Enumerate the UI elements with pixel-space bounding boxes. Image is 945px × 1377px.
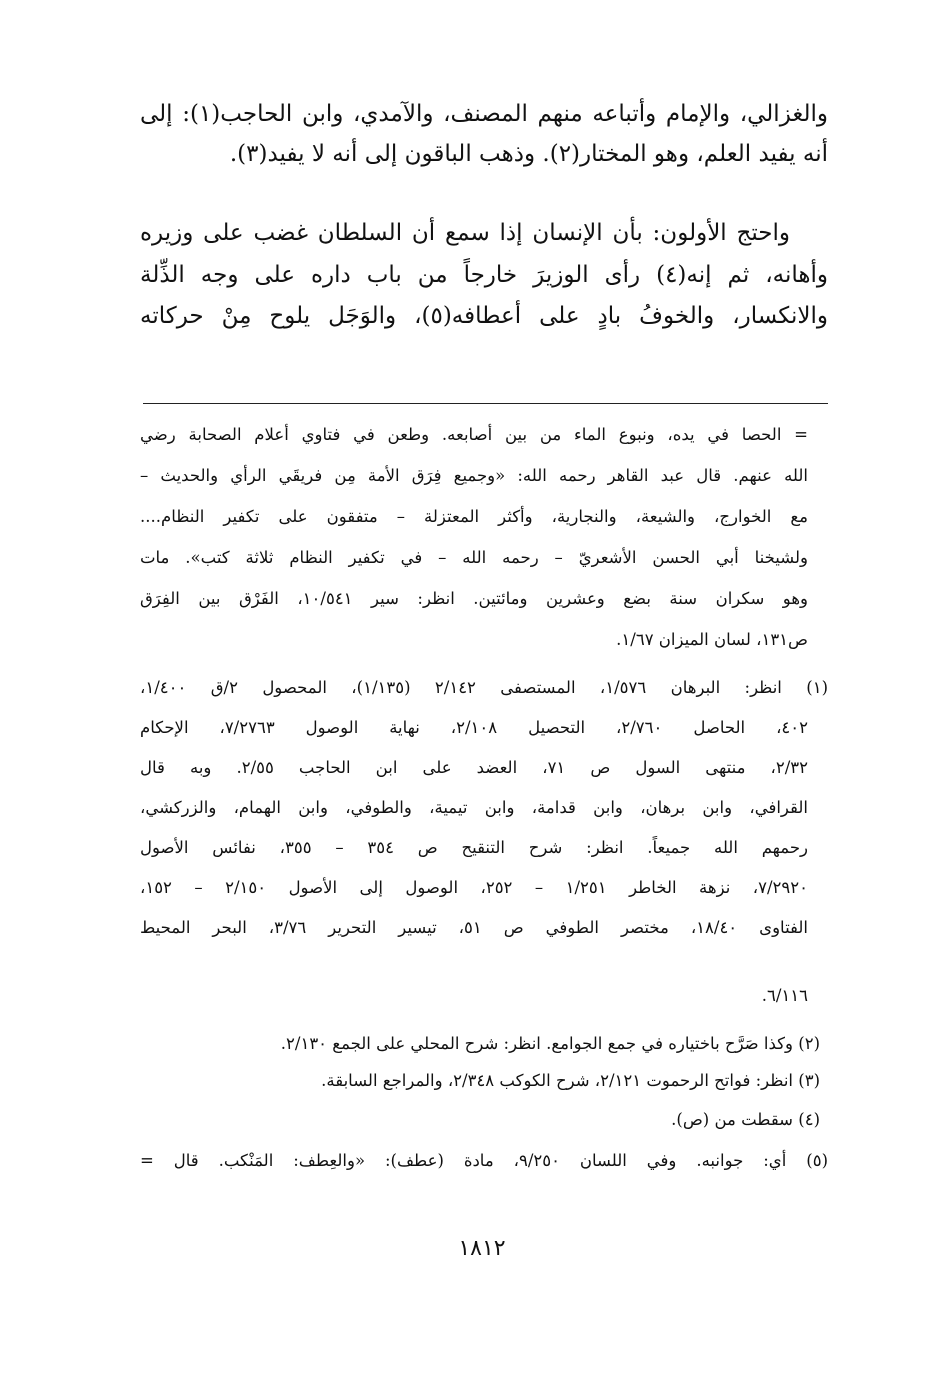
- footnote-line: ٤٠٢، الحاصل ٢/٧٦٠، التحصيل ٢/١٠٨، نهاية الوصول ٧/٢٧٦٣، الإحكام: [140, 718, 808, 737]
- footnote-line: ٦/١١٦.: [761, 986, 808, 1005]
- main-line: والانكسار، والخوفُ بادٍ على أعطافه(٥)، والوَجَل يلوح مِنْ حركاته: [140, 303, 828, 329]
- main-line: واحتج الأولون: بأن الإنسان إذا سمع أن السلطان غضب على وزيره: [140, 220, 790, 246]
- footnote-1: (١) انظر: البرهان ١/٥٧٦، المستصفى ٢/١٤٢ (١/١٣٥)، المحصول ٢/ق ١/٤٠٠،: [140, 678, 829, 697]
- main-line: وأهانه، ثم إنه(٤) رأى الوزيرَ خارجاً من باب داره على وجه الذِّلة: [140, 262, 828, 288]
- footnote-line: مع الخوارج، والشيعة، والنجارية، وأكثر المعتزلة – متفقون على تكفير النظام....: [140, 507, 808, 526]
- footnote-line: ولشيخنا أبي الحسن الأشعريّ – رحمه الله – في تكفير النظام ثلاثة كتب». مات: [140, 548, 808, 567]
- main-line: أنه يفيد العلم، وهو المختار(٢). وذهب الباقون إلى أنه لا يفيد(٣).: [229, 141, 828, 167]
- footnote-line: ٧/٢٩٢٠، نزهة الخاطر ١/٢٥١ – ٢٥٢، الوصول إلى الأصول ٢/١٥٠ – ١٥٢،: [140, 878, 808, 897]
- page-number: ١٨١٢: [458, 1236, 506, 1261]
- footnote-line: ص١٣١، لسان الميزان ١/٦٧.: [616, 630, 808, 649]
- footnote-line: الله عنهم. قال عبد القاهر رحمه الله: «وجميع فِرَق الأمة مِن فريقَي الرأي والحديث –: [140, 466, 808, 485]
- main-line: والغزالي، والإمام وأتباعه منهم المصنف، والآمدي، وابن الحاجب(١): إلى: [140, 101, 828, 127]
- footnote-line: وهو سكران سنة بضع وعشرين ومائتين. انظر: سير ١٠/٥٤١، الفَرْق بين الفِرَق: [140, 589, 809, 608]
- footnote-line: الفتاوى ١٨/٤٠، مختصر الطوفي ص ٥١، تيسير التحرير ٣/٧٦، البحر المحيط: [140, 918, 809, 937]
- footnote-line: ٢/٣٢، منتهى السول ص ٧١، العضد على ابن الحاجب ٢/٥٥. وبه قال: [140, 758, 808, 777]
- footnote-line: = الحصا في يده، ونبوع الماء من بين أصابعه. وطعن في فتاوي أعلام الصحابة رضي: [140, 425, 808, 444]
- footnote-3: (٣) انظر: فواتح الرحموت ٢/١٢١، شرح الكوكب ٢/٣٤٨، والمراجع السابقة.: [321, 1071, 820, 1090]
- footnote-2: (٢) وكذا صَرَّح باختياره في جمع الجوامع. انظر: شرح المحلي على الجمع ٢/١٣٠.: [280, 1034, 820, 1053]
- footnote-4: (٤) سقطت من (ص).: [671, 1110, 820, 1129]
- footnote-5: (٥) أي: جوانبه. وفي اللسان ٩/٢٥٠، مادة (عطف): «والعِطف: المَنْكب. قال =: [140, 1151, 828, 1170]
- footnote-line: رحمهم الله جميعاً. انظر: شرح التنقيح ص ٣٥٤ – ٣٥٥، نفائس الأصول: [140, 838, 808, 857]
- footnote-separator: [143, 403, 828, 404]
- footnote-line: القرافي، وابن برهان، وابن قدامة، وابن تيمية، والطوفي، وابن الهمام، والزركشي،: [140, 798, 808, 817]
